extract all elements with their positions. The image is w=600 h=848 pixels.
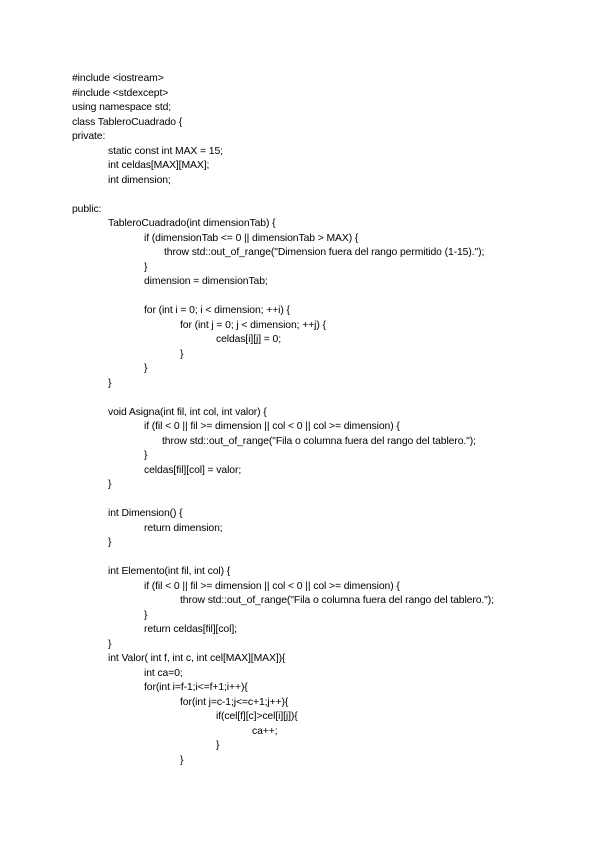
code-line: int celdas[MAX][MAX]; bbox=[108, 160, 210, 171]
code-line: throw std::out_of_range("Fila o columna fuera del rango del tablero."); bbox=[162, 436, 476, 447]
code-line: return dimension; bbox=[144, 523, 223, 534]
code-line: int Dimension() { bbox=[108, 508, 183, 519]
code-line: int dimension; bbox=[108, 175, 171, 186]
code-line: for(int i=f-1;i<=f+1;i++){ bbox=[144, 682, 248, 693]
code-line: } bbox=[108, 479, 112, 490]
code-line: } bbox=[144, 363, 148, 374]
code-line: if (fil < 0 || fil >= dimension || col < 0 || col >= dimension) { bbox=[144, 581, 400, 592]
code-line: } bbox=[144, 262, 148, 273]
code-line: } bbox=[108, 378, 112, 389]
code-line: int Elemento(int fil, int col) { bbox=[108, 566, 231, 577]
code-line: throw std::out_of_range("Dimension fuera del rango permitido (1-15)."); bbox=[164, 247, 485, 258]
code-line: if (dimensionTab <= 0 || dimensionTab > MAX) { bbox=[144, 233, 359, 244]
code-line: celdas[fil][col] = valor; bbox=[144, 465, 242, 476]
code-line: } bbox=[180, 349, 184, 360]
code-line: ca++; bbox=[252, 726, 278, 737]
code-line: #include <stdexcept> bbox=[72, 88, 169, 99]
code-line: if(cel[f][c]>cel[i][j]){ bbox=[216, 711, 298, 722]
code-line: } bbox=[216, 740, 220, 751]
code-line: for(int j=c-1;j<=c+1;j++){ bbox=[180, 697, 289, 708]
code-line: class TableroCuadrado { bbox=[72, 117, 183, 128]
code-line: throw std::out_of_range("Fila o columna fuera del rango del tablero."); bbox=[180, 595, 494, 606]
code-line: for (int j = 0; j < dimension; ++j) { bbox=[180, 320, 326, 331]
code-line: } bbox=[144, 610, 148, 621]
code-line: using namespace std; bbox=[72, 102, 172, 113]
code-line: } bbox=[108, 639, 112, 650]
code-line: #include <iostream> bbox=[72, 73, 164, 84]
code-line: public: bbox=[72, 204, 102, 215]
code-line: if (fil < 0 || fil >= dimension || col < 0 || col >= dimension) { bbox=[144, 421, 400, 432]
code-line: TableroCuadrado(int dimensionTab) { bbox=[108, 218, 276, 229]
code-line: void Asigna(int fil, int col, int valor) { bbox=[108, 407, 267, 418]
code-line: int Valor( int f, int c, int cel[MAX][MAX]){ bbox=[108, 653, 286, 664]
code-line: static const int MAX = 15; bbox=[108, 146, 223, 157]
code-line: } bbox=[144, 450, 148, 461]
code-line: } bbox=[180, 755, 184, 766]
code-line: dimension = dimensionTab; bbox=[144, 276, 268, 287]
code-line: int ca=0; bbox=[144, 668, 183, 679]
code-line: for (int i = 0; i < dimension; ++i) { bbox=[144, 305, 290, 316]
code-line: } bbox=[108, 537, 112, 548]
code-line: private: bbox=[72, 131, 106, 142]
code-line: return celdas[fil][col]; bbox=[144, 624, 237, 635]
code-line: celdas[i][j] = 0; bbox=[216, 334, 282, 345]
